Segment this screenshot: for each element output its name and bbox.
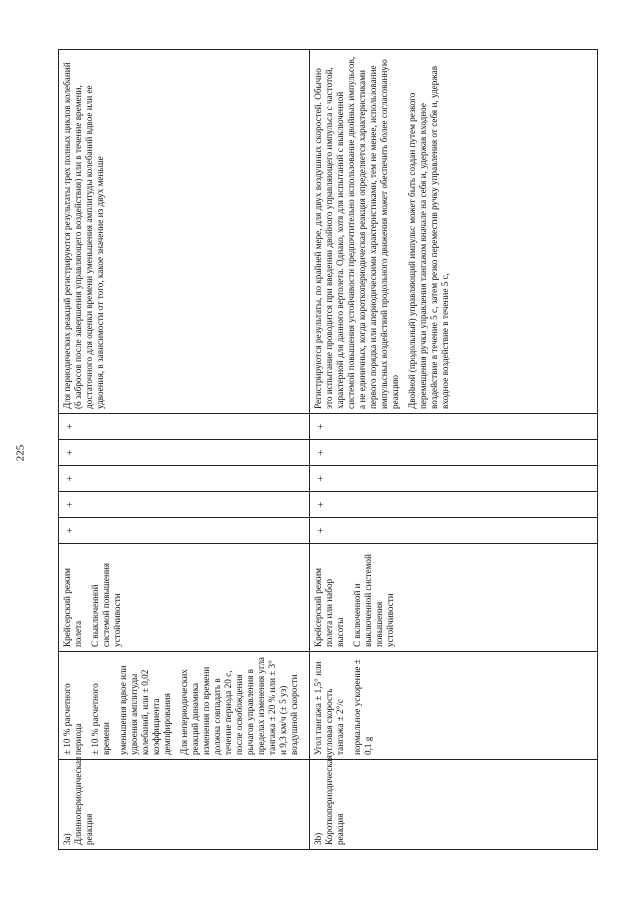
notes-cell <box>59 50 310 414</box>
criteria-text: ± 10 % расчетного времени <box>90 683 111 755</box>
criteria-text: нормальное ускорение ± 0,1 g <box>352 659 373 755</box>
table-row <box>310 50 598 850</box>
notes-text: Регистрируются результаты, по крайней мере, для двух воздушных скоростей. Обычно это испытание проводится при введении двойного управляющего импульса с частотой, характерной для данного вертолета. Однако, хотя для испытаний с выключенной системой повышения устойчивости предпочтительно использование двойных импульсов, а не единичных, когда короткопериодическая реакция определяется характеристиками первого порядка или апериодическими характеристиками, тем не менее, использование импульсных воздействий продольного движения может обеспечить более согласованную реакцию <box>313 56 400 409</box>
mark-cell: + <box>310 466 598 492</box>
mark-cell: + <box>310 440 598 466</box>
conditions-text: С включенной и выключенной системой повышения устойчивости <box>352 554 395 647</box>
criteria-text: ± 10 % расчетного периода <box>62 683 83 755</box>
mark-cell: + <box>59 440 310 466</box>
requirements-table <box>58 49 598 850</box>
notes-text: Двойной (продольный) управляющий импульс может быть создан путем резкого перемещения ручки управления тангажом вначале на себя и, удержав входное воздействие в течение 5 с, затем резко переместив ручку управления от себя и, удержав входное воздействие в течение 5 с, <box>407 65 450 409</box>
conditions-text: С выключенной системой повышения устойчивости <box>90 562 122 647</box>
mark-cell: + <box>310 492 598 518</box>
criteria-text: уменьшения вдвое или удвоения амплитуды колебаний, или ± 0,02 коэффициента демпфирования <box>118 665 172 755</box>
page-number: 225 <box>14 444 27 462</box>
notes-text: Для периодических реакций регистрируются результаты трех полных циклов колебаний (6 забросов после завершения управляющего воздействия) или в течение времени, достаточного для оценки времени уменьшения амплитуды колебаний вдвое или ее удвоения, в зависимости от того, какое значение из двух меньше <box>62 62 105 409</box>
mark-cell: + <box>59 492 310 518</box>
conditions-text: Крейсерский режим полета <box>62 567 83 647</box>
mark-cell: + <box>59 518 310 544</box>
conditions-cell <box>310 544 598 652</box>
requirements-table-rotated <box>58 50 578 850</box>
mark-cell: + <box>59 414 310 440</box>
conditions-text: Крейсерский режим полета или набор высоты <box>313 567 345 647</box>
row-name-cell: 3a) Длиннопериодическая реакция <box>59 760 310 850</box>
mark-cell: + <box>310 414 598 440</box>
criteria-text: Для непериодических реакций динамика изменения по времени должна совпадать в течение периода 20 с, после освобождения рычагов управления в пределах изменения угла тангажа ± 20 % или ± 3° и 9,3 км/ч (± 5 уз) воздушной скорости <box>179 657 299 755</box>
mark-cell: + <box>310 518 598 544</box>
criteria-text: Угол тангажа ± 1,5° или угловая скорость тангажа ± 2°/с <box>313 661 345 755</box>
mark-cell: + <box>59 466 310 492</box>
table-row <box>59 50 310 850</box>
row-name-cell: 3b) Короткопериодическая реакция <box>310 760 598 850</box>
criteria-cell <box>59 652 310 760</box>
criteria-cell <box>310 652 598 760</box>
notes-cell <box>310 50 598 414</box>
conditions-cell <box>59 544 310 652</box>
